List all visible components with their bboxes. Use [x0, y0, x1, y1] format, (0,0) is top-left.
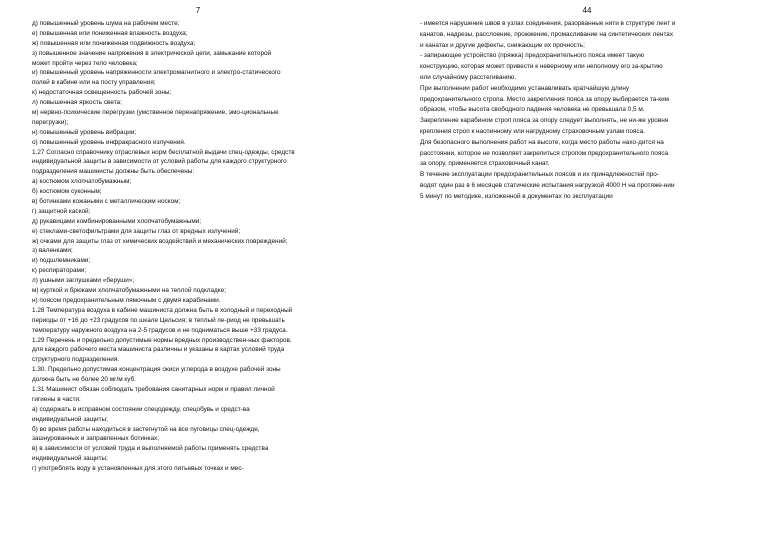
text-line: м) нервно-психические перегрузки (умственное перенапряжение, эмо-циональные [32, 109, 279, 117]
text-line: з) валенками; [32, 247, 73, 255]
text-line: полей в кабине или на посту управления; [32, 79, 156, 87]
text-line: гигиены в части: [32, 395, 81, 403]
text-line: 1.28 Температура воздуха в кабине машиниста должна быть в холодный и переходный [32, 306, 293, 314]
text-line: может пройти через тело человека; [32, 59, 138, 67]
text-line: конструкцию, которая может привести к неверному или неполному его за-крытию [420, 63, 663, 71]
text-line: При выполнении работ необходимо устанавливать кратчайшую длину [420, 84, 630, 92]
text-line: или случайному расстегиванию. [420, 73, 517, 81]
text-line: н) поясом предохранительным лямочным с двумя карабинами. [32, 296, 221, 304]
text-line: - запирающее устройство (пряжка) предохранительного пояса имеет такую [420, 52, 645, 60]
text-line: к) недостаточная освещенность рабочей зоны; [32, 89, 172, 97]
text-line: предохранительного стропа. Место закрепления пояса за опору выбирается та-ким [420, 95, 670, 103]
text-line: 1.30. Предельно допустимая концентрация окиси углерода в воздухе рабочей зоны [32, 366, 281, 374]
text-line: зашнурованных и заправленных ботинках; [32, 435, 159, 443]
text-line: Закрепление карабином строп пояса за опору следует выполнять, не ни-же уровня [420, 117, 669, 125]
text-line: м) курткой и брюками хлопчатобумажными на теплой подкладке; [32, 287, 226, 295]
text-line: а) костюмом хлопчатобумажным; [32, 178, 132, 186]
text-line: б) во время работы находиться в застегнутой на все пуговицы спец-одежде, [32, 425, 260, 433]
text-line: индивидуальной защиты; [32, 455, 108, 463]
text-line: Для безопасного выполнения работ на высоте, когда место работы нахо-дится на [420, 138, 664, 146]
left-page [32, 0, 364, 474]
text-line: в) ботинками кожаными с металлическим носком; [32, 198, 181, 206]
text-line: л) ушными заглушками «беруши»; [32, 277, 135, 285]
text-line: е) повышенная или пониженная влажность воздуха; [32, 29, 188, 37]
text-line: должна быть не более 20 мг/м куб. [32, 376, 136, 384]
text-line: л) повышенная яркость света; [32, 99, 122, 107]
text-line: индивидуальной защиты; [32, 415, 108, 423]
left-page-number: 7 [195, 6, 201, 15]
text-line: д) рукавицами комбинированными хлопчатобумажными; [32, 217, 202, 225]
text-line: температуру наружного воздуха на 2-5 градусов и не подниматься выше +33 градуса. [32, 326, 288, 334]
text-line: структурного подразделения. [32, 356, 120, 364]
text-line: образом, чтобы высота свободного падения человека не превышала 0,5 м. [420, 106, 645, 114]
text-line: канатов, надрезы, расслоение, прожжение, промасливание на синтетических лентах [420, 30, 674, 38]
text-line: перегрузки); [32, 118, 69, 126]
text-line: 1.27 Согласно справочнику отраслевых норм бесплатной выдачи спец-одежды, средств [32, 148, 295, 156]
text-line: е) стеклами-светофильтрами для защиты глаз от вредных излучений; [32, 227, 241, 235]
text-line: и канатах и другие дефекты, снижающие их прочность; [420, 41, 585, 49]
text-line: крепления строп к наспинному или нагрудному страховочным узлам пояса. [420, 127, 645, 135]
text-line: б) костюмом суконным; [32, 188, 102, 196]
text-line: и) подшлемниками; [32, 257, 91, 265]
right-page-number: 44 [582, 6, 592, 15]
text-line: водят один раз в 6 месяцев статические испытания нагрузкой 4000 Н на протяже-нии [420, 181, 675, 189]
text-line: 1.29 Перечень и предельно допустимые нормы вредных производствен-ных факторов, [32, 336, 292, 344]
text-line: а) содержать в исправном состоянии спецодежду, спецобувь и средст-ва [32, 405, 250, 413]
text-line: индивидуальной защиты в зависимости от условий работы для каждого структурного [32, 158, 287, 166]
text-line: расстоянии, которое не позволяет закрепиться стропом предохранительного пояса [420, 149, 669, 157]
text-line: к) респираторами; [32, 267, 87, 275]
text-line: для каждого рабочего места машиниста различны и указаны в картах условий труда [32, 346, 285, 354]
text-line: В течение эксплуатации предохранительных поясов и их принадлежностей про- [420, 171, 659, 179]
text-line: д) повышенный уровень шума на рабочем месте; [32, 20, 180, 27]
left-page-text [32, 19, 364, 474]
text-line: н) повышенный уровень вибрации; [32, 128, 137, 136]
text-line: г) употреблять воду в установленных для этого питьевых точках и мес- [32, 465, 244, 473]
text-line: ж) повышенная или пониженная подвижность воздуха; [32, 39, 196, 47]
text-line: ж) очками для защиты глаз от химических воздействий и механических повреждений; [32, 237, 288, 245]
text-line: о) повышенный уровень инфракрасного излучения. [32, 138, 186, 146]
text-line: - имеется нарушение швов в узлах соединения, разорванные нити в структуре лент и [420, 20, 676, 27]
text-line: в) в зависимости от условий труда и выполняемой работы применять средства [32, 445, 269, 453]
text-line: 1.31 Машинист обязан соблюдать требования санитарных норм и правил личной [32, 385, 275, 393]
text-line: г) защитной каской; [32, 207, 91, 215]
text-line: 5 минут по методике, изложенной в документах по эксплуатации [420, 192, 613, 200]
text-line: з) повышенное значение напряжения в электрической цепи, замыкание которой [32, 49, 272, 57]
text-line: и) повышенный уровень напряженности электромагнитного и электро-статического [32, 69, 281, 77]
right-page-text [420, 19, 754, 203]
right-page [420, 0, 754, 203]
text-line: за опору, применяется страховочный канат. [420, 160, 550, 168]
text-line: подразделения машинисты должны быть обеспечены: [32, 168, 195, 176]
text-line: периоды от +16 до +23 градусов по шкале Цельсия; в теплый пе-риод не превышать [32, 316, 285, 324]
